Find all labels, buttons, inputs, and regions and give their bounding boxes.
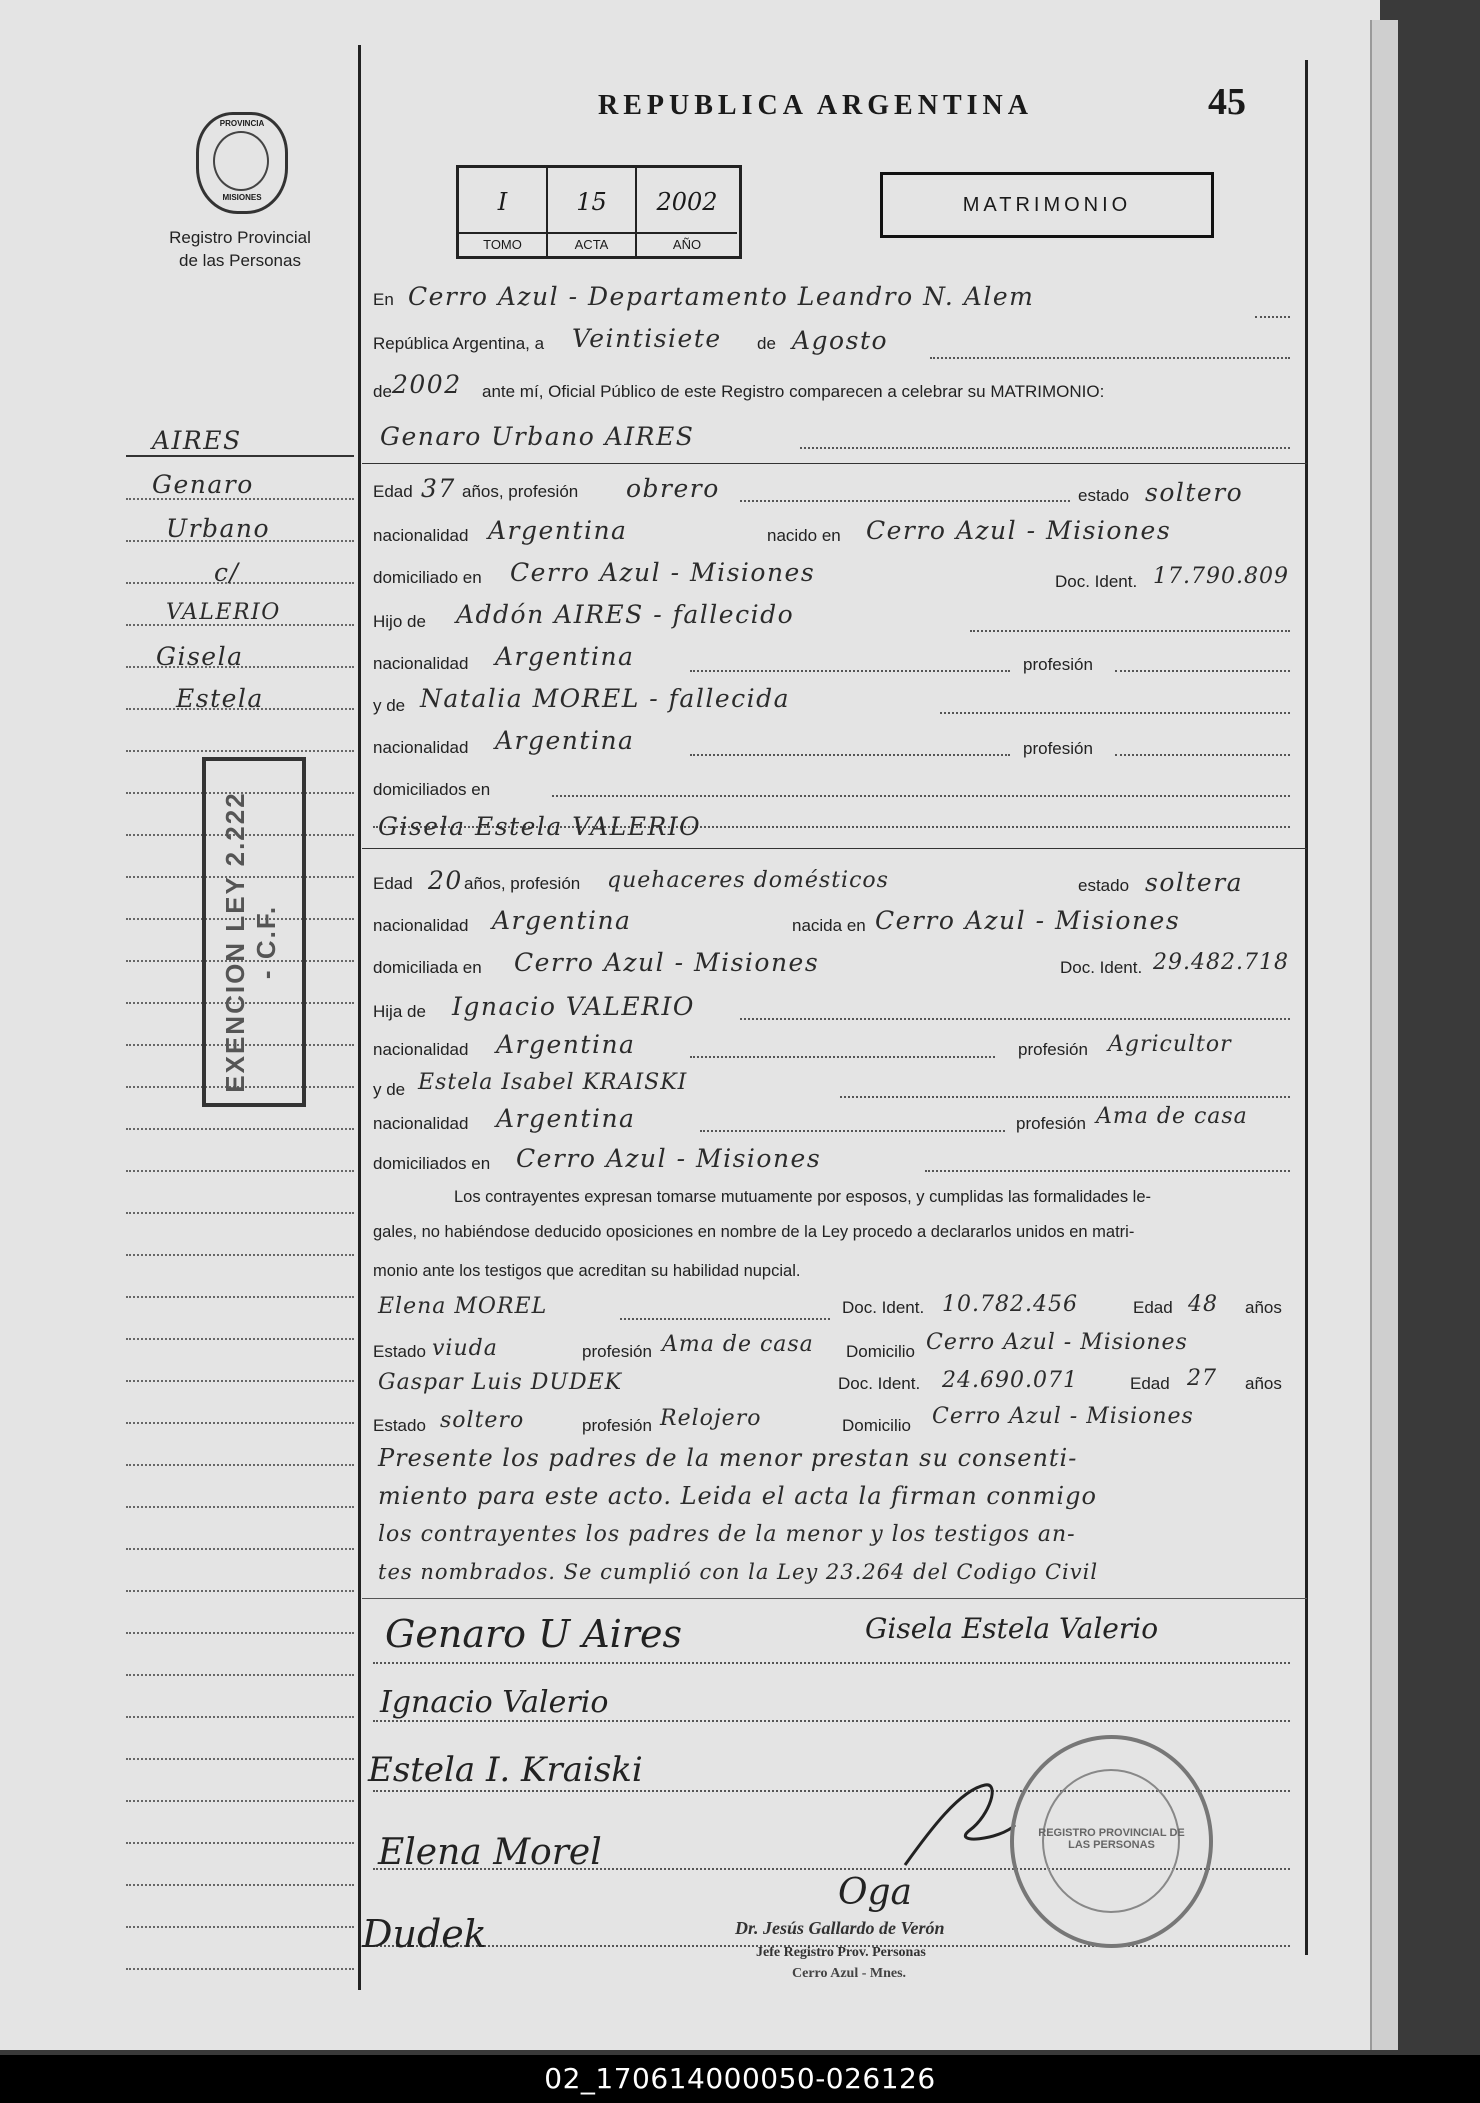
bride-born-label: nacida en	[792, 916, 866, 935]
witness1-estado: viuda	[432, 1336, 498, 1361]
notes-line1: Presente los padres de la menor prestan su consenti-	[378, 1444, 1078, 1472]
acta-value: 15	[576, 188, 607, 216]
margin-given-2b: Estela	[176, 684, 264, 713]
margin-given-1a: Genaro	[152, 470, 254, 499]
bride-father-prof: Agricultor	[1108, 1032, 1232, 1057]
witness1-anios-label: años	[1245, 1298, 1282, 1317]
bride-name: Gisela Estela VALERIO	[378, 812, 702, 841]
declaration-line3: monio ante los testigos que acreditan su habilidad nupcial.	[373, 1262, 801, 1280]
republic-label: República Argentina, a	[373, 334, 545, 353]
groom-nationality: Argentina	[488, 516, 628, 545]
witness2-anios-label: años	[1245, 1374, 1282, 1393]
bride-dom-label: domiciliada en	[373, 958, 482, 977]
right-rule	[1305, 60, 1308, 1955]
witness2-name: Gaspar Luis DUDEK	[378, 1370, 623, 1395]
groom-nat-label: nacionalidad	[373, 526, 469, 545]
tomo-label: TOMO	[459, 232, 546, 252]
declaration-line1: Los contrayentes expresan tomarse mutuamente por esposos, y cumplidas las formalidades le-	[454, 1188, 1152, 1206]
witness2-edad-label: Edad	[1130, 1374, 1170, 1393]
margin-given-1b: Urbano	[166, 514, 271, 543]
witness2-dom-label: Domicilio	[842, 1416, 911, 1435]
groom-hijo-label: Hijo de	[373, 612, 426, 631]
witness2-prof-label: profesión	[582, 1416, 652, 1435]
groom-prof-label: años, profesión	[462, 482, 579, 501]
de-label: de	[757, 334, 776, 353]
witness2-doc-label: Doc. Ident.	[838, 1374, 921, 1393]
margin-given-2a: Gisela	[156, 642, 244, 671]
bride-mother-nat-label: nacionalidad	[373, 1114, 469, 1133]
groom-mother-nat: Argentina	[495, 726, 635, 755]
witness1-prof-label: profesión	[582, 1342, 652, 1361]
bride-mother-prof-label: profesión	[1016, 1114, 1086, 1133]
witness1-dom-label: Domicilio	[846, 1342, 915, 1361]
groom-doc-label: Doc. Ident.	[1055, 572, 1138, 591]
exemption-stamp	[202, 757, 306, 1107]
official-name: Dr. Jesús Gallardo de Verón	[735, 1918, 945, 1938]
groom-mother-prof-label: profesión	[1023, 739, 1093, 758]
groom-ydel-label: y de	[373, 696, 406, 715]
signature-bride-mother: Estela I. Kraiski	[368, 1750, 643, 1790]
bride-age-label: Edad	[373, 874, 413, 893]
bride-mother-nat: Argentina	[496, 1104, 636, 1133]
signature-official: Oga	[838, 1872, 913, 1913]
groom-name: Genaro Urbano AIRES	[380, 422, 695, 451]
notes-line4: tes nombrados. Se cumplió con la Ley 23.264 del Codigo Civil	[378, 1560, 1099, 1584]
anio-value: 2002	[656, 188, 718, 216]
anio-label: AÑO	[637, 232, 737, 252]
groom-domicile: Cerro Azul - Misiones	[510, 558, 816, 587]
seal-bottom-text: MISIONES	[222, 193, 262, 202]
witness1-domicile: Cerro Azul - Misiones	[926, 1330, 1188, 1355]
tomo-value: I	[497, 188, 508, 216]
groom-father-prof-label: profesión	[1023, 655, 1093, 674]
witness1-name: Elena MOREL	[378, 1294, 548, 1319]
bride-born: Cerro Azul - Misiones	[875, 906, 1181, 935]
bride-hija-label: Hija de	[373, 1002, 426, 1021]
statement-text: ante mí, Oficial Público de este Registro comparecen a celebrar su MATRIMONIO:	[482, 382, 1105, 401]
margin-surname-2: VALERIO	[166, 600, 281, 625]
groom-parents-dom-label: domiciliados en	[373, 780, 491, 799]
groom-father: Addón AIRES - fallecido	[456, 600, 795, 629]
country-title: REPUBLICA ARGENTINA	[598, 90, 1033, 121]
footer-code: 02_170614000050-026126	[0, 2055, 1480, 2103]
book-spine	[1370, 20, 1398, 2050]
bride-father: Ignacio VALERIO	[452, 992, 695, 1021]
bride-father-nat-label: nacionalidad	[373, 1040, 469, 1059]
bride-mother: Estela Isabel KRAISKI	[418, 1070, 688, 1095]
de2-label: de	[373, 382, 392, 401]
witness2-age: 27	[1187, 1366, 1217, 1391]
exemption-stamp-text: EXENCION LEY 2.222 - C.F.	[220, 791, 281, 1093]
witness1-profession: Ama de casa	[662, 1332, 814, 1357]
witness2-estado-label: Estado	[373, 1416, 426, 1435]
bride-divider	[362, 848, 1307, 849]
witness1-edad-label: Edad	[1133, 1298, 1173, 1317]
groom-mother: Natalia MOREL - fallecida	[420, 684, 791, 713]
groom-divider	[362, 463, 1307, 464]
witness1-doc: 10.782.456	[942, 1292, 1078, 1317]
groom-mother-nat-label: nacionalidad	[373, 738, 469, 757]
witness2-doc: 24.690.071	[942, 1368, 1078, 1393]
bride-nationality: Argentina	[492, 906, 632, 935]
margin-rule	[358, 45, 361, 1990]
declaration-line2: gales, no habiéndose deducido oposiciones en nombre de la Ley procedo a declararlos unidos en matri-	[373, 1223, 1135, 1241]
official-place: Cerro Azul - Mnes.	[792, 1966, 907, 1981]
groom-estado: soltero	[1145, 478, 1244, 507]
signature-witness2: Dudek	[362, 1912, 487, 1956]
bride-nat-label: nacionalidad	[373, 916, 469, 935]
margin-conj: c/	[214, 558, 240, 587]
bride-doc-label: Doc. Ident.	[1060, 958, 1143, 977]
official-signature-flourish-icon	[900, 1770, 1020, 1880]
act-type-box: MATRIMONIO	[880, 172, 1214, 238]
notes-line2: miento para este acto. Leida el acta la firman conmigo	[378, 1482, 1097, 1510]
bride-ydel-label: y de	[373, 1080, 406, 1099]
bride-estado-label: estado	[1078, 876, 1130, 895]
margin-divider	[126, 455, 354, 457]
bride-parents-dom: Cerro Azul - Misiones	[516, 1144, 822, 1173]
groom-dom-label: domiciliado en	[373, 568, 482, 587]
groom-doc: 17.790.809	[1153, 564, 1289, 589]
signature-bride-father: Ignacio Valerio	[380, 1685, 609, 1720]
witness1-estado-label: Estado	[373, 1342, 426, 1361]
notes-line3: los contrayentes los padres de la menor y los testigos an-	[378, 1522, 1076, 1547]
bride-mother-prof: Ama de casa	[1096, 1104, 1248, 1129]
province-seal-icon	[196, 112, 288, 214]
registry-round-stamp	[1010, 1735, 1213, 1948]
groom-profession: obrero	[626, 474, 720, 503]
bride-age: 20	[428, 866, 463, 895]
registry-name-1: Registro Provincial	[169, 228, 311, 247]
groom-born-label: nacido en	[767, 526, 841, 545]
witness1-doc-label: Doc. Ident.	[842, 1298, 925, 1317]
bride-father-prof-label: profesión	[1018, 1040, 1088, 1059]
signature-groom: Genaro U Aires	[385, 1612, 682, 1656]
registry-name-2: de las Personas	[179, 251, 301, 270]
signature-bride: Gisela Estela Valerio	[865, 1612, 1159, 1645]
month-value: Agosto	[792, 326, 889, 355]
bride-father-nat: Argentina	[496, 1030, 636, 1059]
groom-father-nat: Argentina	[495, 642, 635, 671]
day-value: Veintisiete	[572, 324, 722, 353]
bride-estado: soltera	[1145, 868, 1244, 897]
round-stamp-text: REGISTRO PROVINCIAL DE LAS PERSONAS	[1038, 1827, 1185, 1851]
official-title: Jefe Registro Prov. Personas	[756, 1945, 926, 1960]
bride-domicile: Cerro Azul - Misiones	[514, 948, 820, 977]
en-label: En	[373, 290, 394, 309]
act-box	[456, 165, 742, 259]
groom-age: 37	[421, 474, 456, 503]
bride-doc: 29.482.718	[1153, 950, 1289, 975]
margin-surname-1: AIRES	[152, 426, 242, 455]
signature-witness1: Elena Morel	[378, 1832, 602, 1873]
place-value: Cerro Azul - Departamento Leandro N. Alem	[408, 282, 1035, 311]
witness2-domicile: Cerro Azul - Misiones	[932, 1404, 1194, 1429]
acta-label: ACTA	[548, 232, 635, 252]
groom-age-label: Edad	[373, 482, 413, 501]
groom-father-nat-label: nacionalidad	[373, 654, 469, 673]
page-number: 45	[1208, 81, 1246, 123]
bride-prof-label: años, profesión	[464, 874, 581, 893]
year-value: 2002	[392, 370, 462, 399]
witness1-age: 48	[1188, 1292, 1218, 1317]
groom-born: Cerro Azul - Misiones	[866, 516, 1172, 545]
bride-parents-dom-label: domiciliados en	[373, 1154, 491, 1173]
bride-profession: quehaceres domésticos	[607, 868, 889, 893]
witness2-estado: soltero	[440, 1408, 525, 1433]
seal-top-text: PROVINCIA	[219, 119, 265, 128]
witness2-profession: Relojero	[660, 1406, 762, 1431]
groom-estado-label: estado	[1078, 486, 1130, 505]
